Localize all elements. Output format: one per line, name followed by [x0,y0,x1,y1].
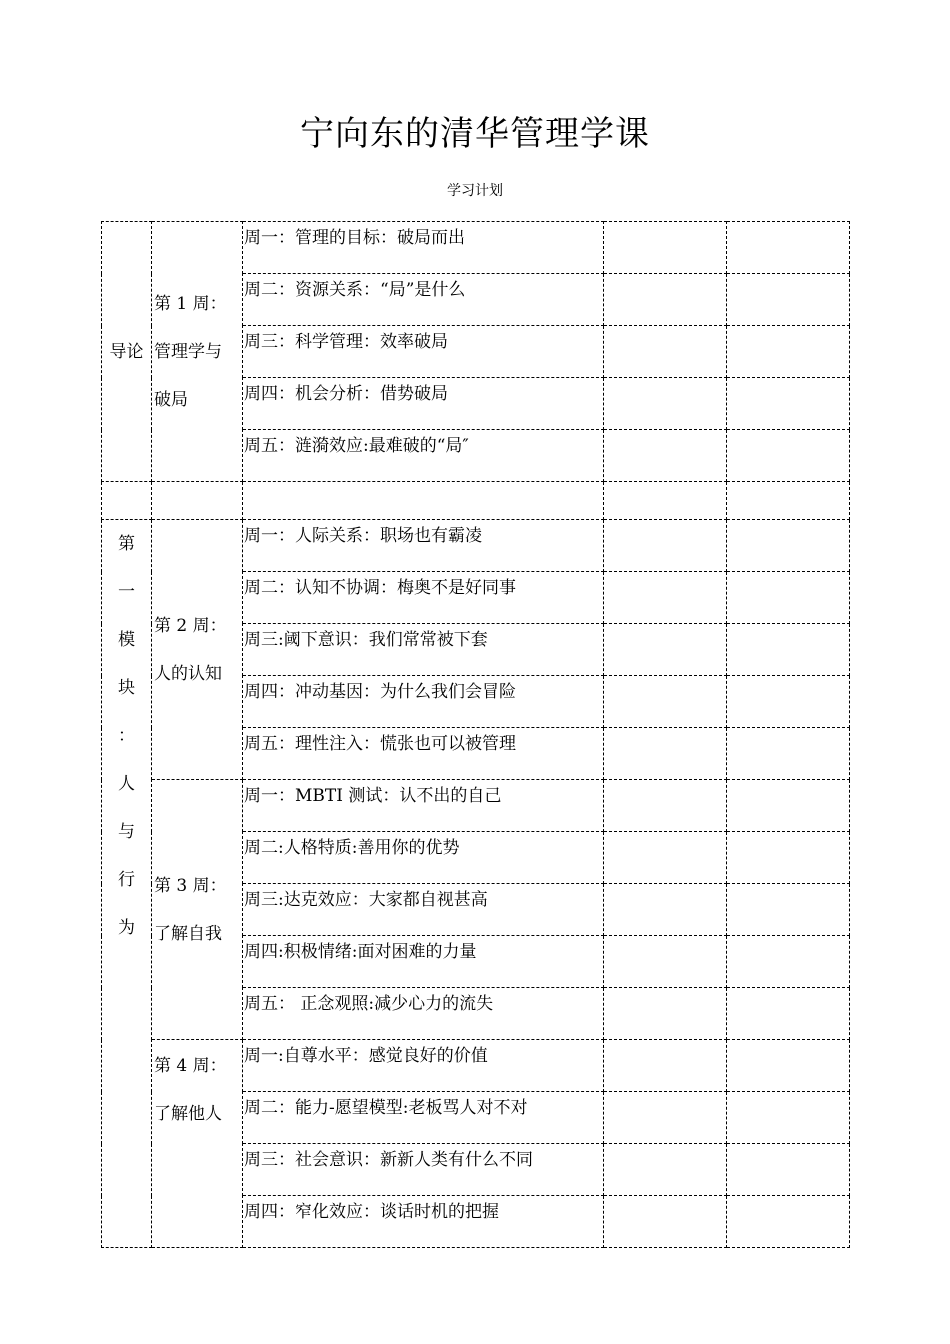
week-line: 人的认知 [154,663,222,684]
document-title: 宁向东的清华管理学课 [300,114,650,154]
day-cell: 周五：涟漪效应:最难破的“局″ [243,430,604,482]
week-cell-4 [152,1040,243,1248]
table-row [102,1040,850,1092]
empty-cell [727,780,850,832]
empty-cell [727,1040,850,1092]
section-char: 一 [118,582,135,602]
empty-cell [604,482,727,520]
empty-cell [604,624,727,676]
day-cell: 周二：认知不协调：梅奥不是好同事 [243,572,604,624]
day-cell: 周三:达克效应：大家都自视甚高 [243,884,604,936]
empty-cell [604,780,727,832]
empty-cell [727,482,850,520]
empty-cell [604,520,727,572]
day-cell: 周一：管理的目标：破局而出 [243,222,604,274]
table-row [102,222,850,274]
empty-cell [727,1196,850,1248]
day-cell: 周五：理性注入：慌张也可以被管理 [243,728,604,780]
section-cell-intro: 导论 [102,222,152,482]
table-row [102,780,850,832]
day-cell: 周一：人际关系：职场也有霸凌 [243,520,604,572]
section-char: 模 [118,630,135,650]
study-plan-table [101,221,850,1248]
empty-cell [604,728,727,780]
section-char: 人 [118,774,135,794]
empty-cell [727,676,850,728]
empty-cell [102,482,152,520]
empty-cell [604,1196,727,1248]
empty-cell [604,884,727,936]
section-char: 第 [118,534,135,554]
day-cell: 周三:阈下意识：我们常常被下套 [243,624,604,676]
section-cell-module-1 [102,520,152,1248]
week-cell-3 [152,780,243,1040]
day-cell: 周四：冲动基因：为什么我们会冒险 [243,676,604,728]
section-char: 块 [118,678,135,698]
empty-cell [727,430,850,482]
empty-cell [727,936,850,988]
empty-cell [604,326,727,378]
empty-cell [727,728,850,780]
empty-cell [604,676,727,728]
empty-cell [727,326,850,378]
day-cell: 周四:积极情绪:面对困难的力量 [243,936,604,988]
week-line: 第 3 周： [154,875,227,896]
day-cell: 周四：机会分析：借势破局 [243,378,604,430]
week-line: 了解他人 [154,1104,222,1124]
day-cell: 周二：能力-愿望模型:老板骂人对不对 [243,1092,604,1144]
empty-cell [727,1092,850,1144]
empty-cell [604,988,727,1040]
empty-cell [727,378,850,430]
empty-cell [604,274,727,326]
empty-cell [727,274,850,326]
empty-cell [727,572,850,624]
week-cell-2 [152,520,243,780]
table-row-blank [102,482,850,520]
day-cell: 周三：科学管理：效率破局 [243,326,604,378]
empty-cell [604,1040,727,1092]
empty-cell [604,430,727,482]
week-line: 第 4 周： [154,1056,227,1076]
empty-cell [604,378,727,430]
section-char: 与 [118,822,135,842]
table-row [102,520,850,572]
week-cell-1 [152,222,243,482]
empty-cell [727,884,850,936]
week-line: 第 1 周： [154,293,227,314]
empty-cell [604,222,727,274]
empty-cell [727,624,850,676]
empty-cell [727,520,850,572]
section-char: 行 [118,870,135,890]
week-line: 了解自我 [154,923,222,944]
day-cell: 周四：窄化效应：谈话时机的把握 [243,1196,604,1248]
empty-cell [243,482,604,520]
empty-cell [727,832,850,884]
empty-cell [727,988,850,1040]
day-cell: 周三：社会意识：新新人类有什么不同 [243,1144,604,1196]
empty-cell [604,572,727,624]
empty-cell [604,832,727,884]
empty-cell [604,1144,727,1196]
day-cell: 周五： 正念观照:减少心力的流失 [243,988,604,1040]
week-line: 管理学与 [154,341,222,362]
document-subtitle: 学习计划 [447,183,503,199]
empty-cell [604,1092,727,1144]
empty-cell [152,482,243,520]
day-cell: 周二:人格特质:善用你的优势 [243,832,604,884]
day-cell: 周一：MBTI 测试：认不出的自己 [243,780,604,832]
week-line: 第 2 周： [154,615,227,636]
section-char: 为 [118,918,135,938]
day-cell: 周二：资源关系：“局”是什么 [243,274,604,326]
empty-cell [727,222,850,274]
empty-cell [604,936,727,988]
day-cell: 周一:自尊水平：感觉良好的价值 [243,1040,604,1092]
week-line: 破局 [154,389,188,410]
empty-cell [727,1144,850,1196]
section-char: ： [118,726,135,746]
